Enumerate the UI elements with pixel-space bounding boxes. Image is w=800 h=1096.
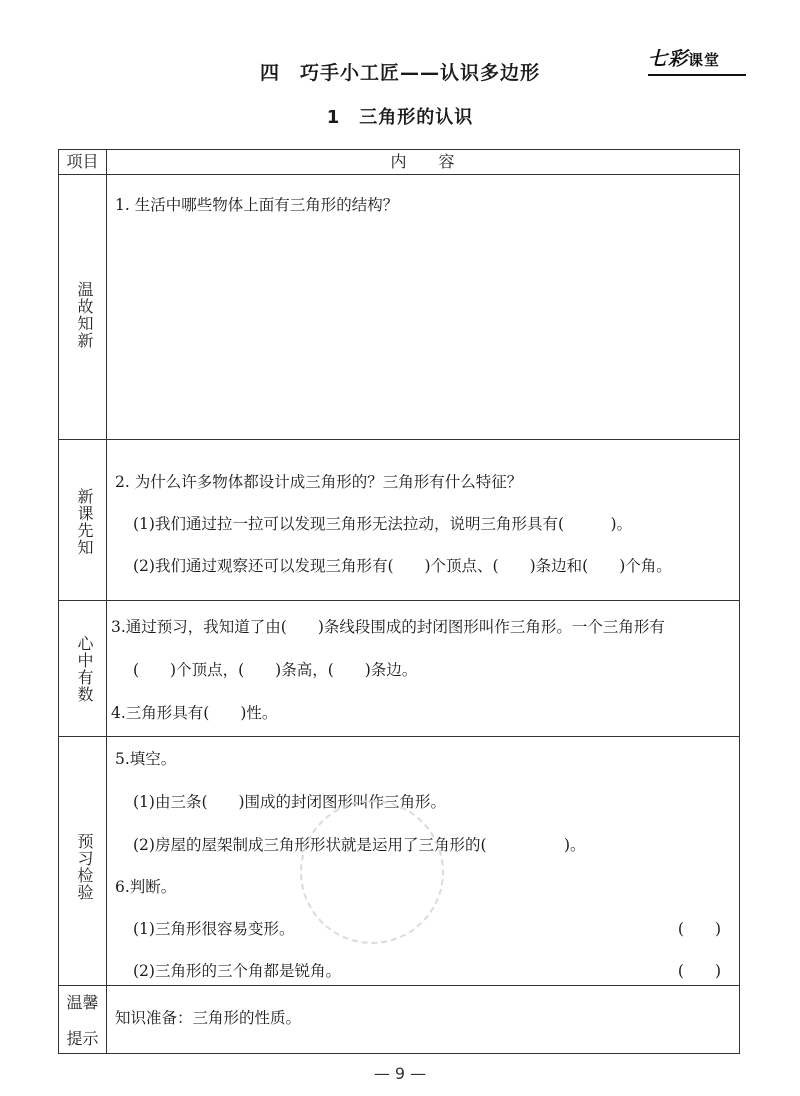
watermark-stamp [300, 800, 444, 944]
answer-bracket-6-2: ( ) [677, 962, 721, 980]
question-3: 3.通过预习，我知道了由( )条线段围成的封闭图形叫作三角形。一个三角形有 [111, 618, 665, 636]
section-label-mind: 心中有数 [75, 635, 94, 703]
header-item: 项目 [66, 152, 99, 171]
table-header-row [59, 150, 739, 174]
question-6-1: (1)三角形很容易变形。 [133, 920, 295, 938]
question-5-2: (2)房屋的屋架制成三角形形状就是运用了三角形的( )。 [133, 836, 586, 854]
question-5: 5.填空。 [115, 750, 177, 768]
question-2-1: (1)我们通过拉一拉可以发现三角形无法拉动，说明三角形具有( )。 [133, 515, 633, 533]
section-preview [59, 439, 739, 601]
question-3-cont: ( )个顶点，( )条高，( )条边。 [133, 661, 418, 679]
section-label-review: 温故知新 [75, 281, 94, 349]
header-content: 内 容 [390, 152, 455, 171]
answer-bracket-6-1: ( ) [677, 920, 721, 938]
section-review [59, 174, 739, 440]
unit-title: 四 巧手小工匠——认识多边形 [259, 62, 540, 84]
question-2: 2. 为什么许多物体都设计成三角形的？三角形有什么特征？ [115, 473, 523, 491]
section-label-preview: 新课先知 [75, 488, 94, 556]
question-2-2: (2)我们通过观察还可以发现三角形有( )个顶点、( )条边和( )个角。 [133, 557, 672, 575]
question-4: 4.三角形具有( )性。 [111, 704, 278, 722]
tip-text: 知识准备：三角形的性质。 [115, 1009, 302, 1027]
section-tip [59, 985, 739, 1056]
lesson-title: 1 三角形的认识 [326, 107, 474, 128]
section-label-tip-bottom: 提示 [66, 1029, 99, 1048]
question-6-2: (2)三角形的三个角都是锐角。 [133, 962, 341, 980]
brand-logo: 七彩课堂 [648, 44, 746, 76]
section-label-tip-top: 温馨 [66, 993, 99, 1012]
section-mind [59, 600, 739, 737]
page-number: — 9 — [373, 1064, 427, 1083]
question-5-1: (1)由三条( )围成的封闭图形叫作三角形。 [133, 793, 447, 811]
section-label-check: 预习检验 [75, 833, 94, 901]
question-6: 6.判断。 [115, 878, 177, 896]
question-1: 1. 生活中哪些物体上面有三角形的结构？ [115, 196, 399, 214]
